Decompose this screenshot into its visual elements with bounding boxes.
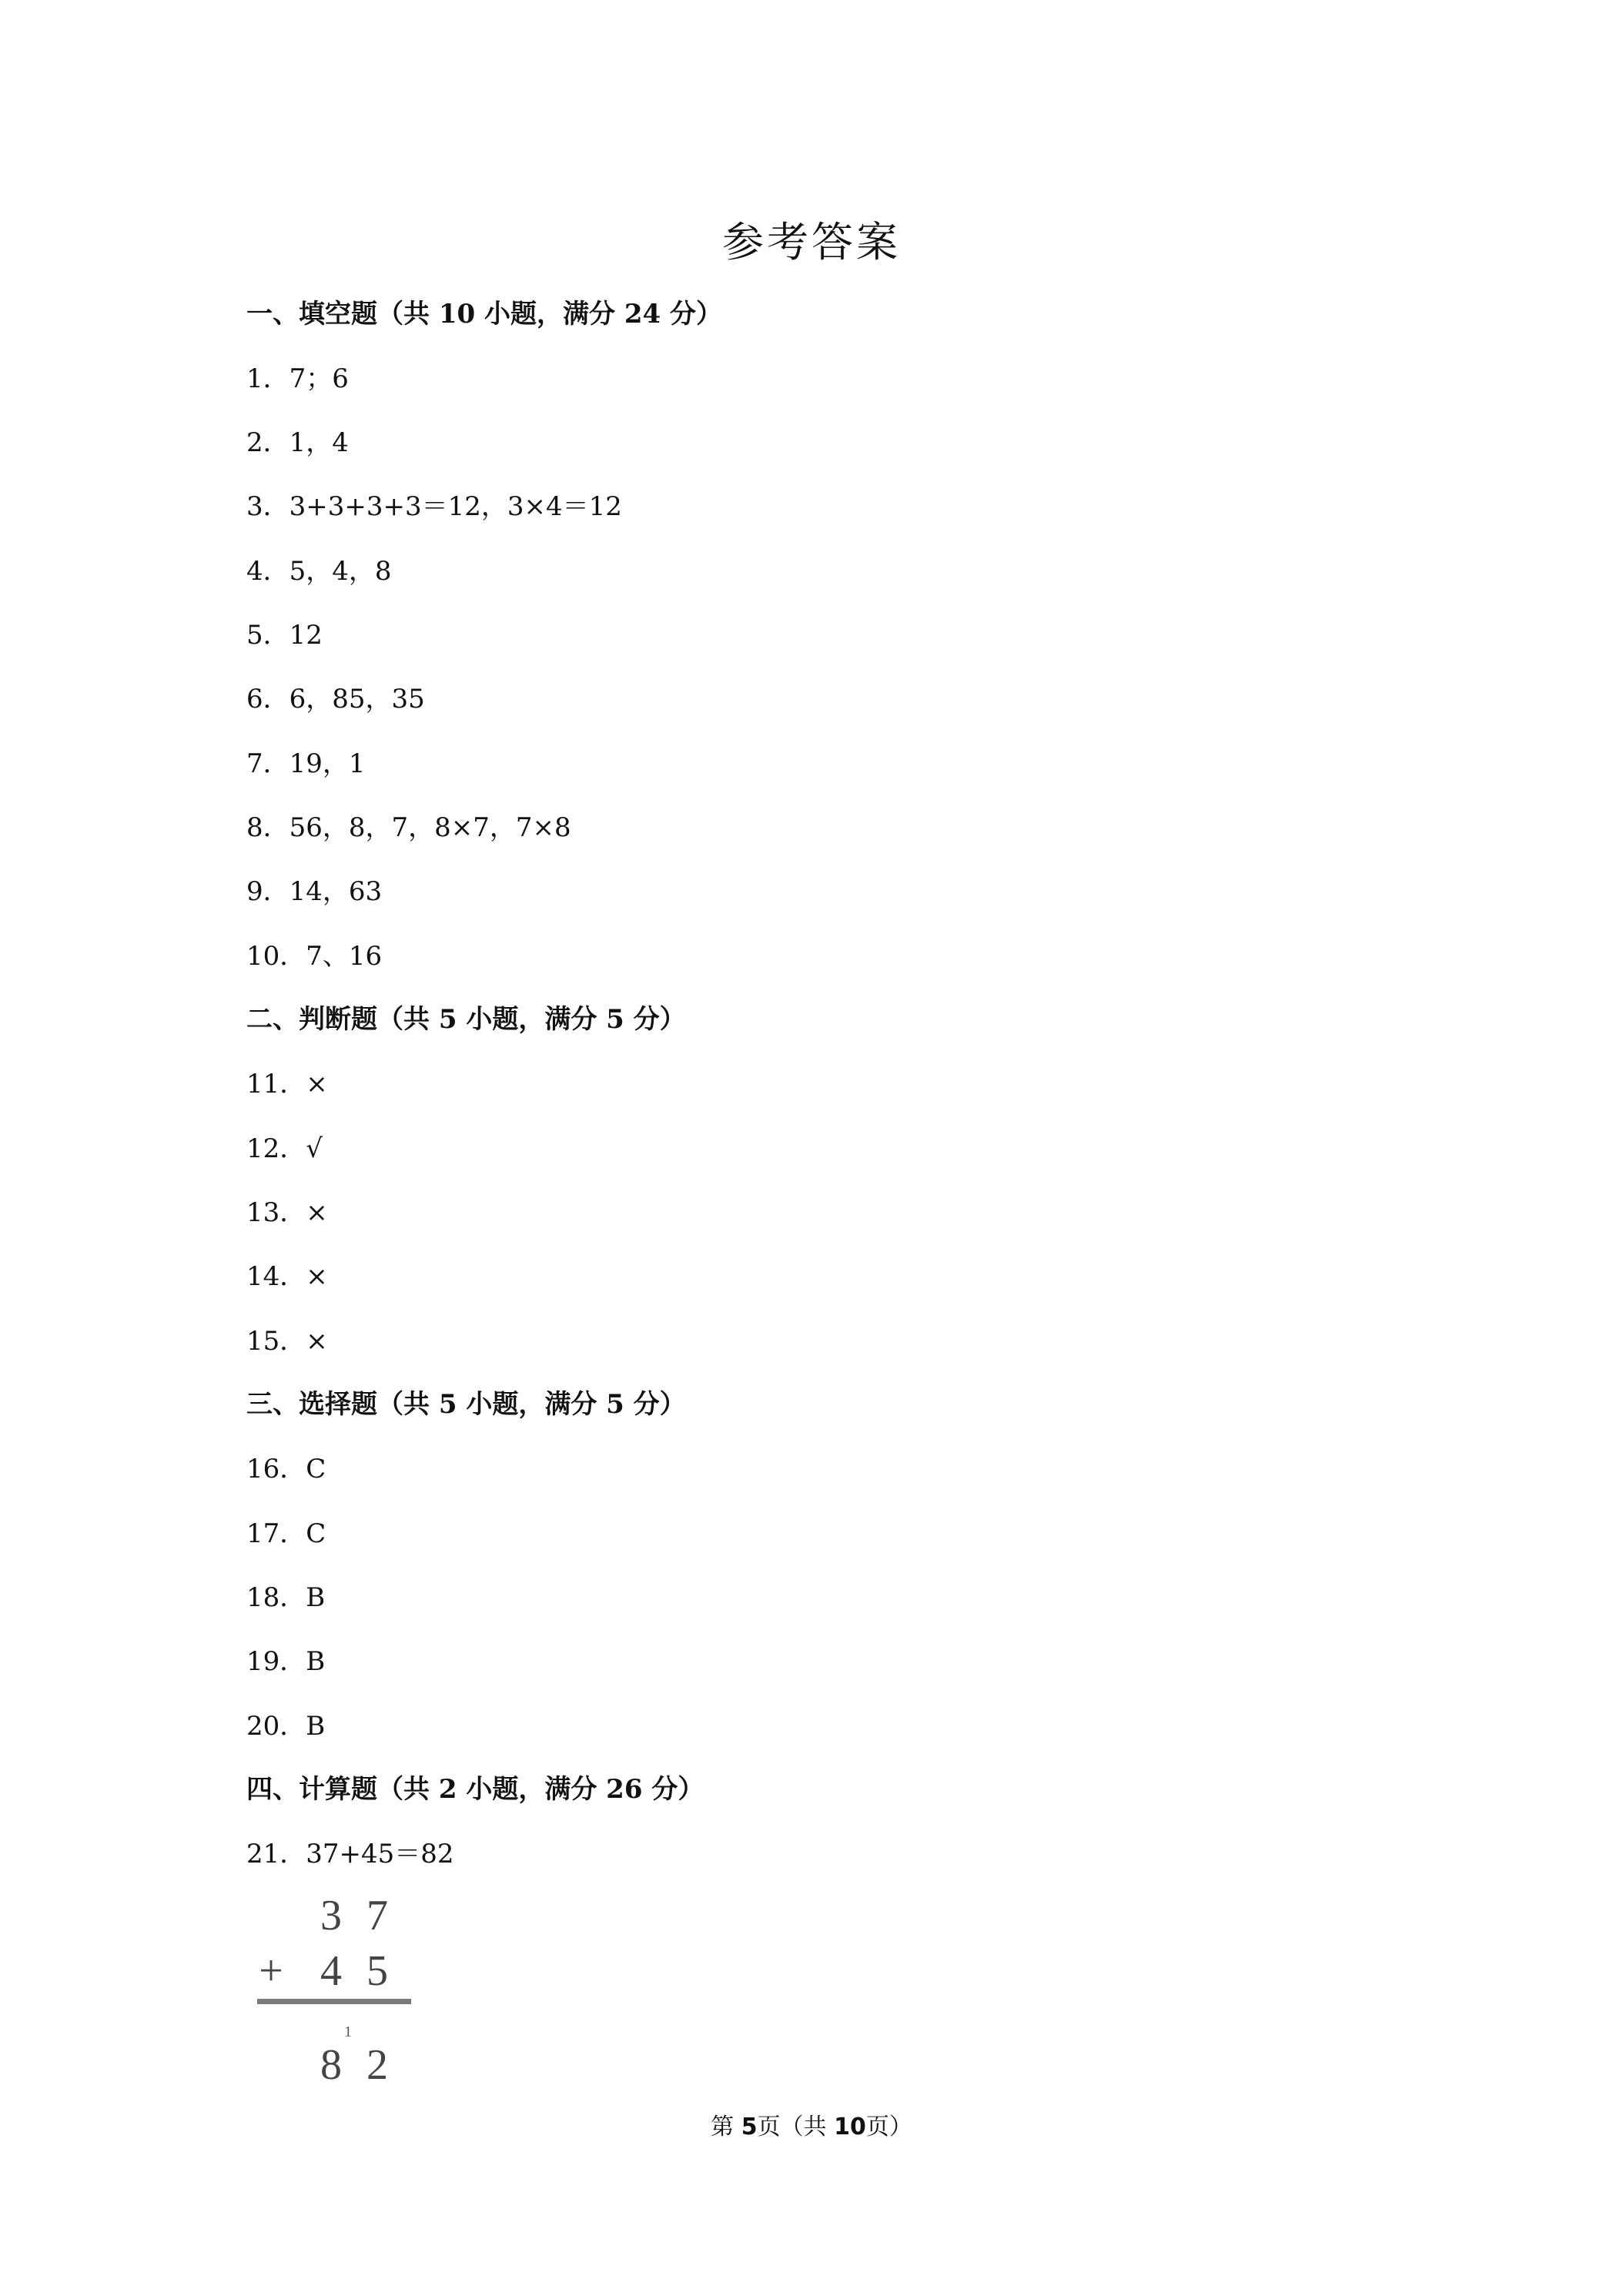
carry-digit: 1 bbox=[344, 2023, 352, 2040]
answer-item: 8．56，8，7，8×7，7×8 bbox=[246, 812, 571, 843]
vertical-addition-figure bbox=[248, 1891, 417, 2091]
answer-item: 16．C bbox=[246, 1454, 326, 1484]
total-pages-number: 10 bbox=[834, 2114, 866, 2140]
digit: 4 bbox=[320, 1947, 342, 1995]
answer-item: 21．37+45＝82 bbox=[246, 1839, 454, 1869]
answer-item: 18．B bbox=[246, 1582, 326, 1613]
answer-item: 6．6，85，35 bbox=[246, 684, 425, 715]
addend-row bbox=[248, 1891, 410, 1940]
answer-item: 10．7、16 bbox=[246, 941, 383, 972]
footer-prefix: 第 bbox=[711, 2114, 741, 2140]
current-page-number: 5 bbox=[741, 2114, 758, 2140]
digit: 3 bbox=[320, 1892, 342, 1940]
page-title: 参考答案 bbox=[722, 218, 901, 266]
answer-item: 7．19，1 bbox=[246, 748, 366, 779]
result-row bbox=[248, 2040, 410, 2087]
answer-item: 9．14，63 bbox=[246, 876, 383, 907]
answer-item: 4．5，4，8 bbox=[246, 556, 392, 587]
footer-middle: 页（共 bbox=[757, 2114, 835, 2140]
section-heading-multiple-choice: 三、选择题（共 5 小题，满分 5 分） bbox=[246, 1389, 686, 1420]
digit: 2 bbox=[366, 2041, 388, 2089]
sum-line bbox=[257, 1999, 411, 2004]
answer-item: 12．√ bbox=[246, 1133, 323, 1164]
plus-sign: + bbox=[259, 1947, 283, 1995]
answer-item: 14．× bbox=[246, 1261, 328, 1292]
digit: 7 bbox=[366, 1892, 388, 1940]
section-heading-calculation: 四、计算题（共 2 小题，满分 26 分） bbox=[246, 1774, 704, 1805]
section-heading-true-false: 二、判断题（共 5 小题，满分 5 分） bbox=[246, 1004, 686, 1035]
section-heading-fill-blank: 一、填空题（共 10 小题，满分 24 分） bbox=[246, 299, 722, 330]
answer-item: 13．× bbox=[246, 1197, 328, 1228]
answer-item: 15．× bbox=[246, 1326, 328, 1357]
answer-item: 11．× bbox=[246, 1069, 328, 1099]
answer-item: 1．7；6 bbox=[246, 363, 349, 394]
answer-item: 3．3+3+3+3＝12，3×4＝12 bbox=[246, 491, 622, 522]
answer-item: 2．1，4 bbox=[246, 427, 349, 458]
answer-item: 17．C bbox=[246, 1518, 326, 1549]
page-footer bbox=[0, 2107, 1623, 2141]
digit: 8 bbox=[320, 2041, 342, 2089]
answer-item: 5．12 bbox=[246, 620, 323, 651]
addend-row bbox=[248, 1946, 410, 1993]
answer-item: 19．B bbox=[246, 1646, 326, 1677]
digit: 5 bbox=[366, 1947, 388, 1995]
footer-suffix: 页） bbox=[865, 2114, 912, 2140]
answer-item: 20．B bbox=[246, 1711, 326, 1742]
